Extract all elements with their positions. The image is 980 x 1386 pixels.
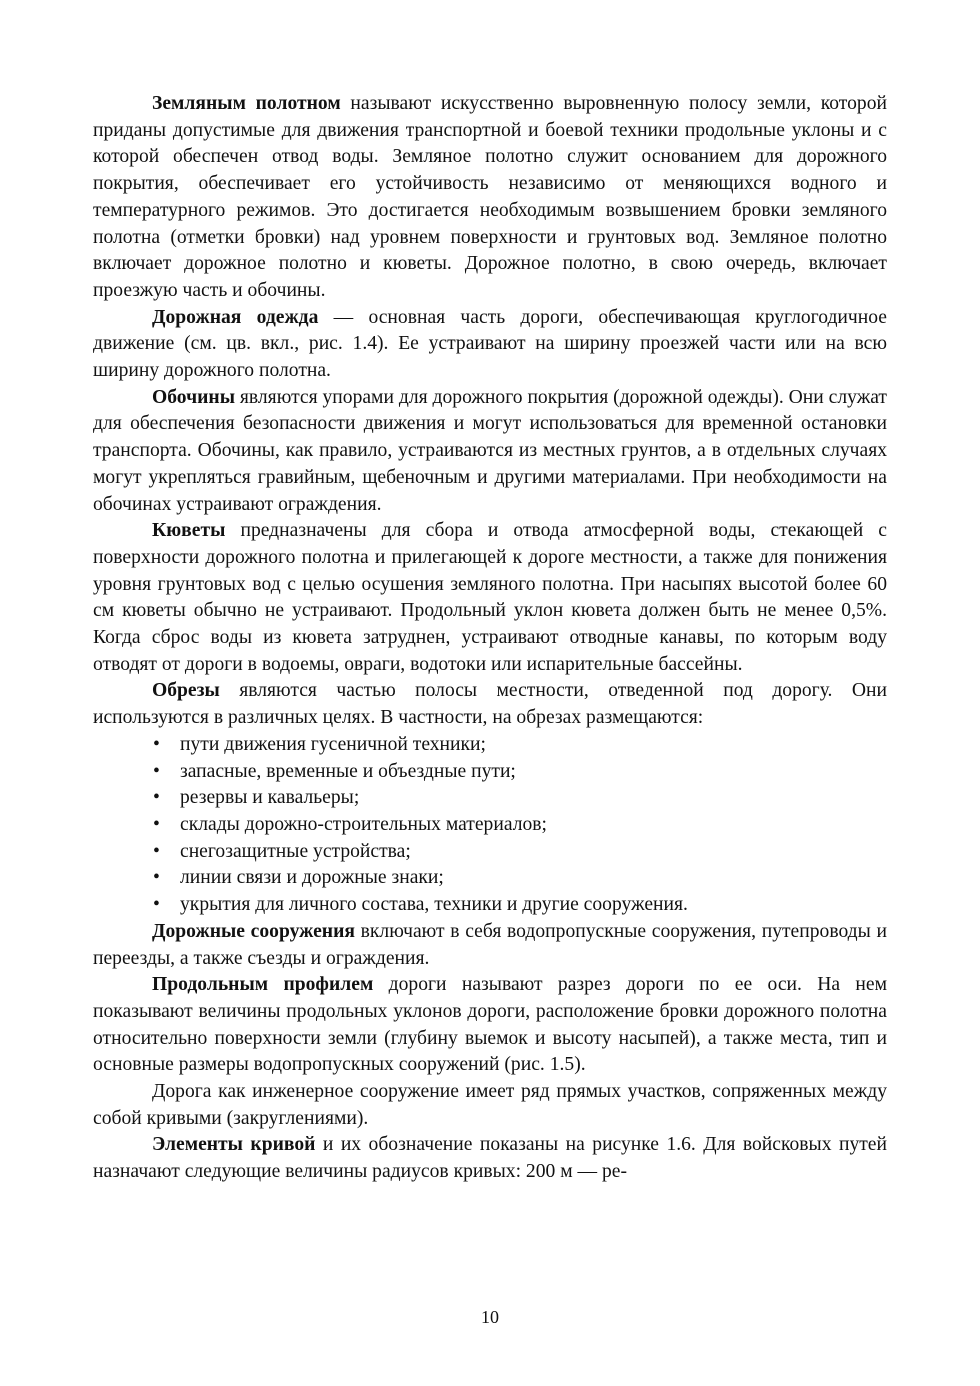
paragraph-road-curves <box>93 1079 887 1132</box>
paragraph-road-structures <box>93 919 887 972</box>
list-item <box>93 785 887 812</box>
paragraph-subgrade <box>93 91 887 305</box>
paragraph-text: — основная часть дороги, обеспечивающая круглогодичное движение (см. цв. вкл., рис. 1.4). Ее устраивают на ширину проезжей части или на всю ширину дорожного полотна. <box>93 306 887 382</box>
list-item-text: снегозащитные устройства; <box>180 840 411 862</box>
paragraph-curve-elements <box>93 1132 887 1185</box>
list-item <box>93 839 887 866</box>
paragraph-text: являются упорами для дорожного покрытия (дорожной одежды). Они служат для обеспечения безопасности движения и могут использоваться для временной остановки транспорта. Обочины, как правило, устраиваются из местных грунтов, а в отдельных случаях могут укрепляться гравийным, щебеночным и другими материалами. При необходимости на обочинах устраивают ограждения. <box>93 386 887 515</box>
bullet-icon: • <box>153 733 160 755</box>
term-verges: Обрезы <box>152 680 220 702</box>
list-item-text: линии связи и дорожные знаки; <box>180 867 444 889</box>
term-curve-elements: Элементы кривой <box>152 1134 316 1156</box>
bullet-icon: • <box>153 894 160 916</box>
list-item-text: запасные, временные и объездные пути; <box>180 760 516 782</box>
bullet-icon: • <box>153 813 160 835</box>
paragraph-text: включают в себя водопропускные сооружения, путепроводы и переезды, а также съезды и ограждения. <box>93 920 887 969</box>
bullet-icon: • <box>153 867 160 889</box>
term-pavement: Дорожная одежда <box>152 306 319 328</box>
paragraph-longitudinal-profile <box>93 972 887 1079</box>
paragraph-shoulders <box>93 385 887 519</box>
bullet-list <box>93 732 887 919</box>
list-item <box>93 865 887 892</box>
term-ditches: Кюветы <box>152 520 226 542</box>
paragraph-text: называют искусственно выровненную полосу земли, которой приданы допустимые для движения транспортной и боевой техники продольные уклоны и с которой обеспечен отвод воды. Земляное полотно служит основанием для дорожного покрытия, обеспечивает его устойчивость независимо от меняющихся водного и температурного режимов. Это достигается необходимым возвышением бровки земляного полотна (отметки бровки) над уровнем поверхности и грунтовых вод. Земляное полотно включает дорожное полотно и кюветы. Дорожное полотно, в свою очередь, включает проезжую часть и обочины. <box>93 93 887 301</box>
paragraph-ditches <box>93 518 887 678</box>
bullet-icon: • <box>153 840 160 862</box>
list-item <box>93 892 887 919</box>
paragraph-text: дороги называют разрез дороги по ее оси. На нем показывают величины продольных уклонов дороги, расположение бровки дорожного полотна относительно поверхности земли (глубину выемок и высоту насыпей), а также места, тип и основные размеры водопропускных сооружений (рис. 1.5). <box>93 974 887 1076</box>
paragraph-pavement <box>93 305 887 385</box>
list-item-text: резервы и кавальеры; <box>180 787 360 809</box>
list-item-text: пути движения гусеничной техники; <box>180 733 486 755</box>
list-item-text: укрытия для личного состава, техники и другие сооружения. <box>180 894 688 916</box>
term-road-structures: Дорожные сооружения <box>152 920 355 942</box>
term-longitudinal-profile: Продольным профилем <box>152 974 374 996</box>
paragraph-text: и их обозначение показаны на рисунке 1.6. Для войсковых путей назначают следующие величины радиусов кривых: 200 м — ре- <box>93 1134 887 1183</box>
paragraph-verges <box>93 678 887 731</box>
paragraph-text: предназначены для сбора и отвода атмосферной воды, стекающей с поверхности дорожного полотна и прилегающей к дороге местности, а также для понижения уровня грунтовых вод с целью осушения земляного полотна. При насыпях высотой более 60 см кюветы обычно не устраивают. Продольный уклон кювета должен быть не менее 0,5%. Когда сброс воды из кювета затруднен, устраивают отводные канавы, по которым воду отводят от дороги в водоемы, овраги, водотоки или испарительные бассейны. <box>93 520 887 675</box>
term-shoulders: Обочины <box>152 386 235 408</box>
bullet-icon: • <box>153 760 160 782</box>
list-item-text: склады дорожно-строительных материалов; <box>180 813 547 835</box>
paragraph-text: являются частью полосы местности, отведенной под дорогу. Они используются в различных целях. В частности, на обрезах размещаются: <box>93 680 887 729</box>
term-subgrade: Земляным полотном <box>152 93 341 114</box>
list-item <box>93 812 887 839</box>
paragraph-text: Дорога как инженерное сооружение имеет ряд прямых участков, сопряженных между собой кривыми (закруглениями). <box>93 1081 887 1129</box>
list-item <box>93 732 887 759</box>
list-item <box>93 759 887 786</box>
bullet-icon: • <box>153 787 160 809</box>
page-number: 10 <box>481 1307 499 1327</box>
page-body <box>93 91 887 1186</box>
